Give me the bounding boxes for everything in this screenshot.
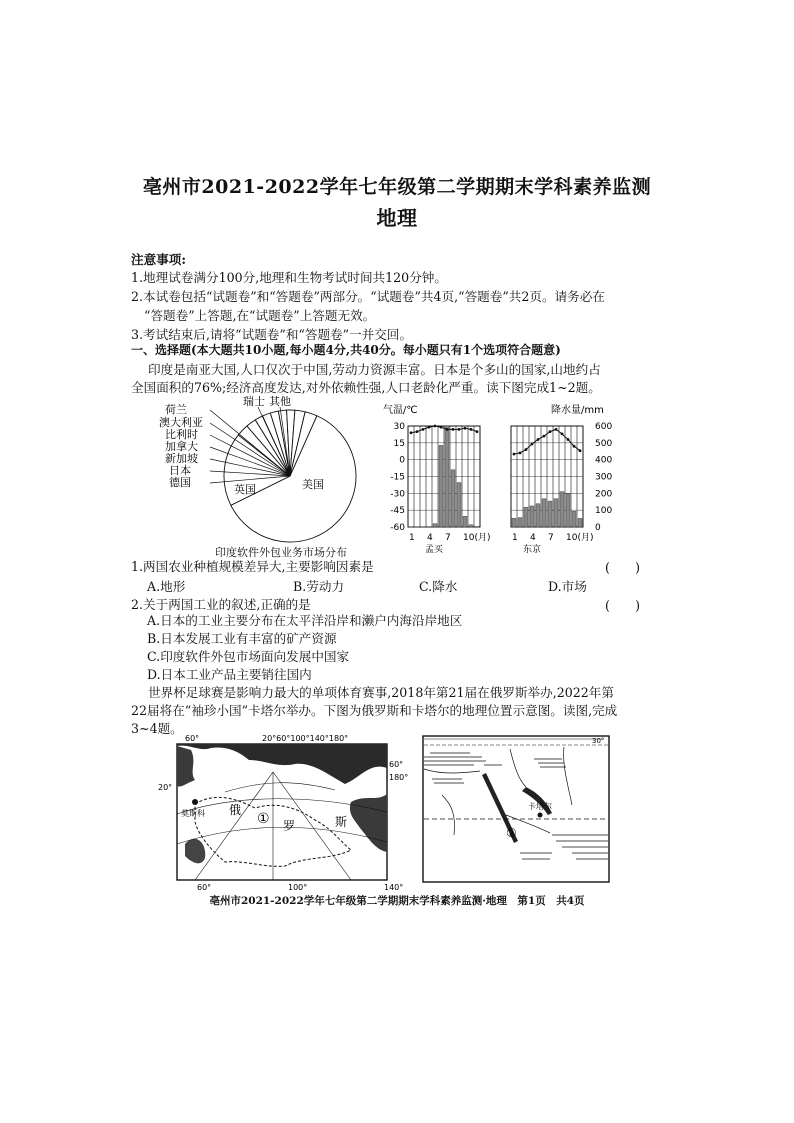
intro-1-line-2: 全国面积的76%;经济高度发达,对外依赖性强,人口老龄化严重。读下图完成1~2题。: [131, 380, 601, 395]
qatar-marker: ②: [506, 826, 517, 840]
q2-option-b: B.日本发展工业有丰富的矿产资源: [147, 631, 337, 646]
temp-point: [434, 425, 437, 428]
precip-bar: [530, 506, 534, 527]
temp-point: [579, 449, 582, 452]
precip-bar: [518, 518, 522, 527]
q2-stem: 2.关于两国工业的叙述,正确的是: [131, 597, 311, 612]
climate-charts: [383, 400, 618, 555]
temp-point: [422, 428, 425, 431]
moscow-point: [192, 799, 198, 805]
russia-bottom-label-3: 140°: [384, 883, 404, 892]
notice-heading: 注意事项:: [131, 252, 187, 267]
precip-tick-label: 300: [595, 472, 613, 483]
temp-point: [525, 448, 528, 451]
precip-bar: [572, 511, 576, 527]
precip-tick-label: 500: [595, 438, 613, 449]
precip-bar: [548, 501, 552, 527]
month-tick-label: 1: [512, 533, 518, 543]
temp-tick-label: 0: [399, 455, 405, 466]
temp-axis-label: 气温/℃: [383, 405, 418, 416]
temp-tick-label: -60: [390, 523, 405, 533]
notice-item-1: 1.地理试卷满分100分,地理和生物考试时间共120分钟。: [131, 270, 447, 285]
moscow-label: 莫斯科: [181, 809, 205, 818]
qatar-map-corner: 30°: [592, 737, 605, 745]
precip-bar: [524, 507, 528, 527]
month-tick-label: 7: [548, 533, 554, 543]
q2-option-d: D.日本工业产品主要销往国内: [147, 667, 312, 682]
intro-2-line-2: 22届将在“袖珍小国”卡塔尔举办。下图为俄罗斯和卡塔尔的地理位置示意图。读图,完成: [131, 703, 618, 718]
russia-marker: ①: [257, 811, 270, 827]
precip-bar: [560, 492, 564, 527]
precip-bar: [445, 426, 449, 527]
temp-tick-label: 15: [393, 438, 405, 449]
precip-bar: [566, 494, 570, 527]
intro-2-line-3: 3~4题。: [131, 721, 183, 736]
pie-label-australia: 澳大利亚: [159, 416, 203, 429]
pie-label-usa: 美国: [302, 478, 324, 491]
temp-point: [440, 426, 443, 429]
temp-point: [513, 453, 516, 456]
notice-item-2-cont: “答题卷”上答题,在“试题卷”上答题无效。: [144, 308, 376, 323]
precip-bar: [463, 516, 467, 527]
russia-label-right-1: 60°: [389, 760, 404, 769]
pie-label-uk: 英国: [234, 483, 256, 496]
month-tick-label: 1: [409, 533, 415, 543]
notice-item-2: 2.本试卷包括“试题卷”和“答题卷”两部分。“试题卷”共4页,“答题卷”共2页。请务必在: [131, 289, 605, 304]
q1-option-a: A.地形: [147, 579, 186, 594]
pie-caption: 印度软件外包业务市场分布: [215, 546, 347, 559]
month-tick-label: 4: [427, 533, 433, 543]
pie-label-germany: 德国: [169, 476, 191, 489]
temp-tick-label: -45: [390, 506, 405, 517]
precip-tick-label: 0: [595, 523, 601, 533]
temp-point: [446, 428, 449, 431]
precip-tick-label: 400: [595, 455, 613, 466]
q1-answer-paren: ( ): [605, 560, 641, 575]
pie-label-netherlands: 荷兰: [165, 403, 187, 416]
russia-lon-label-left: 20°: [158, 783, 173, 792]
russia-label-right-2: 180°: [389, 773, 409, 782]
pie-label-japan: 日本: [169, 464, 191, 477]
qatar-map: [422, 735, 612, 885]
russia-bottom-label-1: 60°: [197, 883, 212, 892]
section-heading: 一、选择题(本大题共10小题,每小题4分,共40分。每小题只有1个选项符合题意): [131, 343, 561, 357]
pie-label-others: 其他: [269, 395, 291, 408]
temp-point: [458, 428, 461, 431]
precip-bar: [469, 525, 473, 527]
qatar-point: [538, 813, 543, 818]
precip-tick-label: 600: [595, 422, 613, 432]
q1-option-b: B.劳动力: [293, 579, 345, 594]
precip-bar: [475, 526, 479, 527]
temp-tick-label: 30: [393, 422, 405, 432]
temp-point: [452, 428, 455, 431]
russia-lat-label-top-2: 20°60°100°140°180°: [262, 734, 349, 743]
temp-tick-label: -15: [390, 472, 405, 483]
q1-stem: 1.两国农业种植规模差异大,主要影响因素是: [131, 559, 374, 574]
temp-point: [543, 435, 546, 438]
q2-option-c: C.印度软件外包市场面向发展中国家: [147, 649, 350, 664]
precip-tick-label: 200: [595, 489, 613, 500]
russia-lat-label-top-1: 60°: [185, 734, 200, 743]
temp-point: [416, 430, 419, 433]
temp-point: [555, 428, 558, 431]
temp-tick-label: -30: [390, 489, 405, 500]
russia-bottom-label-2: 100°: [288, 883, 308, 892]
temp-point: [561, 432, 564, 435]
precip-bar: [512, 518, 516, 527]
month-tick-label: 4: [530, 533, 536, 543]
qatar-label: 卡塔尔: [528, 802, 552, 811]
month-tick-label: 10(月): [566, 533, 594, 543]
russia-char-3: 斯: [335, 815, 348, 829]
intro-2-line-1: 世界杯足球赛是影响力最大的单项体育赛事,2018年第21届在俄罗斯举办,2022年第: [148, 685, 614, 700]
precip-bar: [554, 499, 558, 527]
pie-label-singapore: 新加坡: [165, 452, 198, 465]
exam-title: 亳州市2021-2022学年七年级第二学期期末学科素养监测: [142, 176, 652, 198]
city-label-mumbai: 孟买: [425, 545, 444, 555]
temp-point: [567, 438, 570, 441]
temp-point: [549, 430, 552, 433]
qatar-map-frame: [423, 736, 609, 882]
temp-point: [470, 428, 473, 431]
temp-point: [519, 452, 522, 455]
exam-subject: 地理: [376, 206, 418, 230]
temp-point: [537, 438, 540, 441]
temp-point: [531, 443, 534, 446]
russia-map: [155, 732, 409, 892]
city-label-tokyo: 东京: [523, 545, 542, 555]
pie-label-canada: 加拿大: [165, 440, 198, 453]
q1-option-c: C.降水: [419, 579, 458, 594]
month-tick-label: 7: [445, 533, 451, 543]
russia-char-2: 罗: [283, 819, 296, 833]
pie-chart: [150, 393, 385, 543]
precip-axis-label: 降水量/mm: [551, 405, 604, 416]
temp-point: [410, 431, 413, 434]
russia-char-1: 俄: [229, 803, 242, 817]
precip-bar: [536, 504, 540, 527]
precip-bar: [578, 518, 582, 527]
intro-1-line-1: 印度是南亚大国,人口仅次于中国,劳动力资源丰富。日本是个多山的国家,山地约占: [148, 362, 601, 377]
precip-bar: [457, 483, 461, 527]
precip-bar: [451, 470, 455, 527]
page-footer: 亳州市2021-2022学年七年级第二学期期末学科素养监测·地理 第1页 共4页: [209, 895, 585, 907]
precip-tick-label: 100: [595, 506, 613, 517]
temp-point: [428, 426, 431, 429]
month-tick-label: 10(月): [463, 533, 491, 543]
precip-bar: [433, 524, 437, 527]
precip-bar: [542, 499, 546, 527]
pie-label-belgium: 比利时: [165, 428, 198, 441]
q2-answer-paren: ( ): [605, 598, 641, 613]
precip-bar: [439, 445, 443, 527]
pie-label-switzerland: 瑞士: [243, 395, 265, 408]
notice-item-3: 3.考试结束后,请将“试题卷”和“答题卷”一并交回。: [131, 327, 413, 342]
temp-point: [464, 427, 467, 430]
q2-option-a: A.日本的工业主要分布在太平洋沿岸和濑户内海沿岸地区: [147, 613, 463, 628]
temp-point: [573, 445, 576, 448]
temp-point: [476, 430, 479, 433]
q1-option-d: D.市场: [548, 579, 587, 594]
